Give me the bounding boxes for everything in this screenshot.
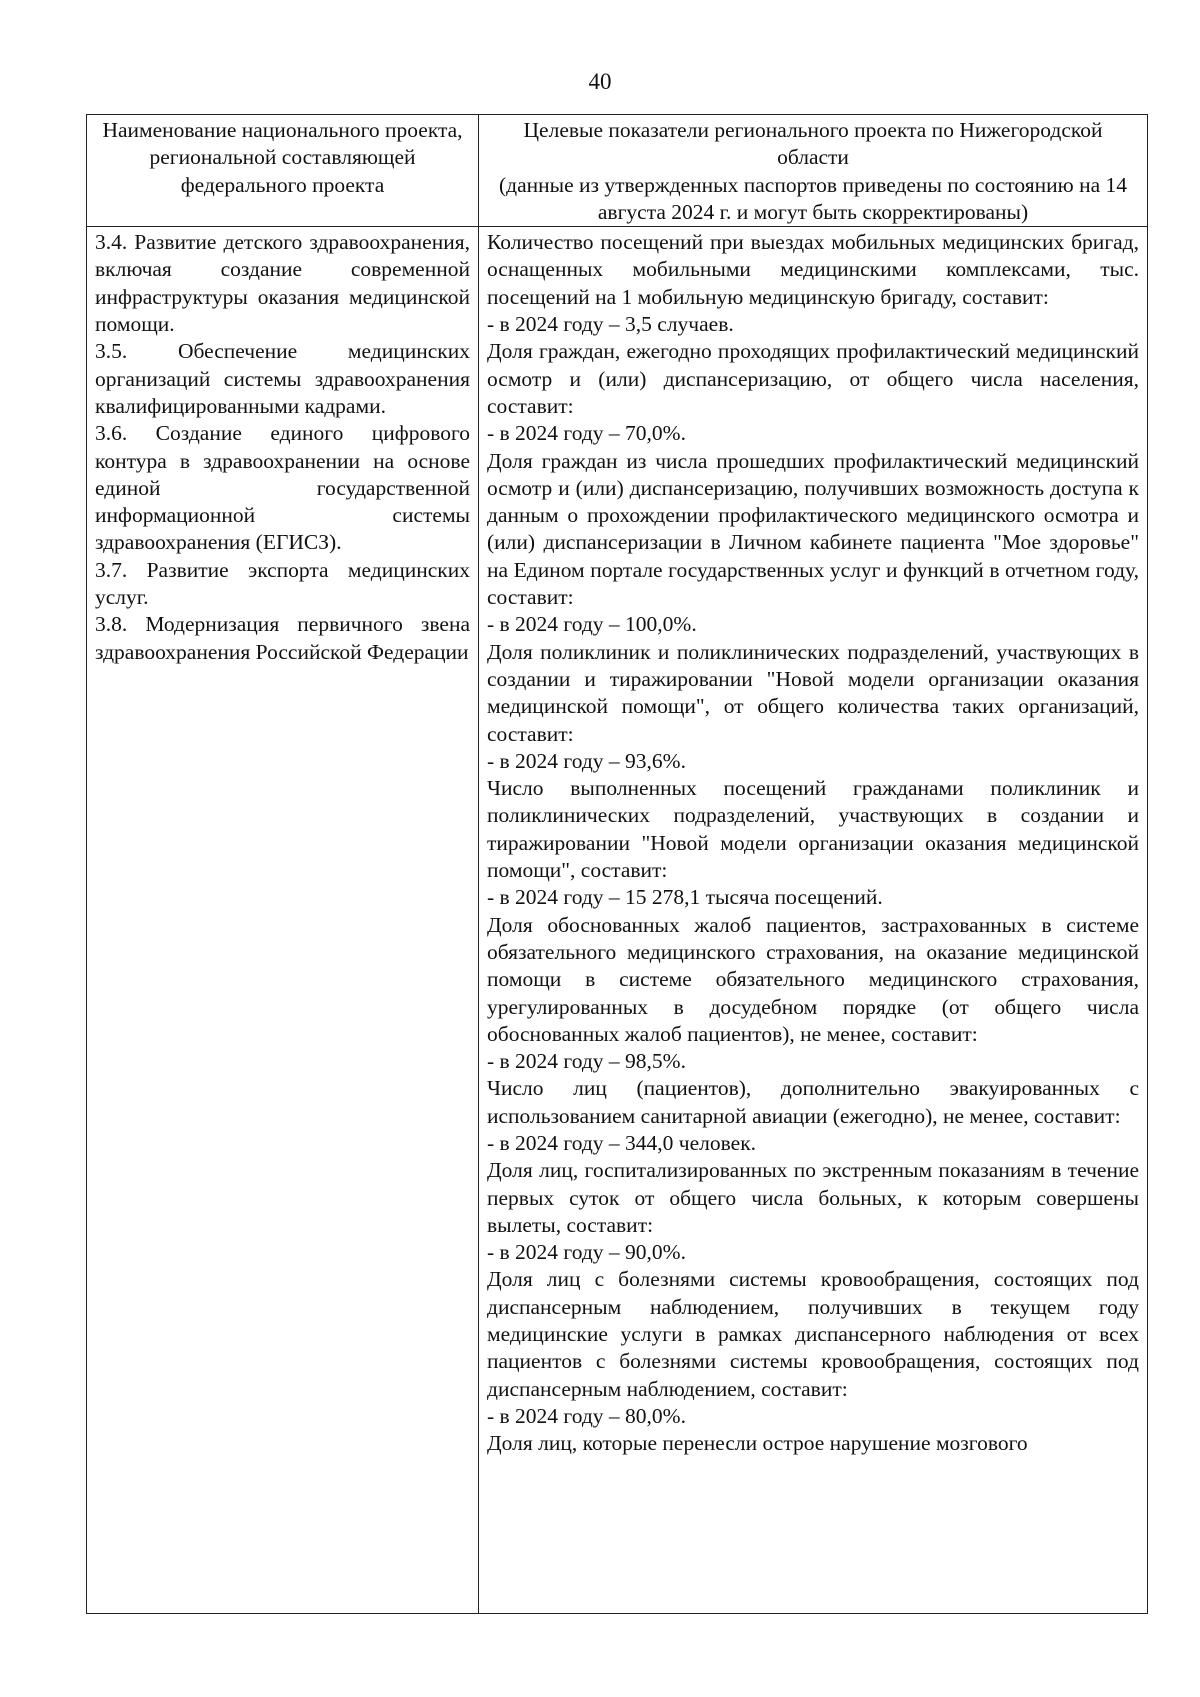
indicator-description: Доля граждан, ежегодно проходящих профилактический медицинский осмотр и (или) диспансеризацию, от общего числа населения, составит:: [487, 339, 1139, 418]
indicator-value: - в 2024 году – 70,0%.: [487, 421, 686, 446]
indicator-value: - в 2024 году – 80,0%.: [487, 1403, 686, 1428]
header-target-indicators-title: Целевые показатели регионального проекта по Нижегородской области: [523, 118, 1103, 170]
indicator-description: Доля граждан из числа прошедших профилактический медицинский осмотр и (или) диспансеризацию, получивших возможность доступа к данным о прохождении профилактического медицинского осмотра и (или) диспансеризации в Личном кабинете пациента "Мое здоровье" на Едином портале государственных услуг и функций в отчетном году, составит:: [487, 448, 1139, 610]
indicator-description: Доля лиц, госпитализированных по экстренным показаниям в течение первых суток от общего числа больных, к которым совершены вылеты, составит:: [487, 1158, 1139, 1237]
indicators-cell: [479, 227, 1148, 1614]
table-header-row: [87, 115, 1148, 227]
indicator-value: - в 2024 году – 15 278,1 тысяча посещений.: [487, 885, 883, 910]
indicator-description: Количество посещений при выездах мобильных медицинских бригад, оснащенных мобильными медицинскими комплексами, тыс. посещений на 1 мобильную медицинскую бригаду, составит:: [487, 230, 1139, 309]
header-project-name: [87, 115, 479, 227]
indicator-value: - в 2024 году – 344,0 человек.: [487, 1130, 757, 1155]
indicator-description: Число лиц (пациентов), дополнительно эвакуированных с использованием санитарной авиации (ежегодно), не менее, составит:: [487, 1076, 1139, 1128]
indicator-description: Доля обоснованных жалоб пациентов, застрахованных в системе обязательного медицинского страхования, на оказание медицинской помощи в системе обязательного медицинского страхования, урегулированных в досудебном порядке (от общего числа обоснованных жалоб пациентов), не менее, составит:: [487, 912, 1139, 1046]
project-component-item: 3.7. Развитие экспорта медицинских услуг.: [95, 557, 470, 610]
indicators-table: [86, 114, 1148, 1614]
table-row: [87, 227, 1148, 1614]
project-component-item: 3.4. Развитие детского здравоохранения, включая создание современной инфраструктуры оказания медицинской помощи.: [95, 230, 470, 337]
project-component-item: 3.6. Создание единого цифрового контура в здравоохранении на основе единой государственной информационной системы здравоохранения (ЕГИСЗ).: [95, 421, 470, 555]
indicator-description: Число выполненных посещений гражданами поликлиник и поликлинических подразделений, участвующих в создании и тиражировании "Новой модели организации оказания медицинской помощи", составит:: [487, 776, 1139, 883]
header-target-indicators: [479, 115, 1148, 227]
project-component-item: 3.5. Обеспечение медицинских организаций системы здравоохранения квалифицированными кадрами.: [95, 339, 470, 418]
indicator-value: - в 2024 году – 3,5 случаев.: [487, 312, 734, 337]
header-project-name-text: Наименование национального проекта, региональной составляющей федерального проекта: [102, 118, 463, 197]
indicator-value: - в 2024 году – 90,0%.: [487, 1240, 686, 1265]
indicator-description: Доля поликлиник и поликлинических подразделений, участвующих в создании и тиражировании "Новой модели организации оказания медицинской помощи", от общего количества таких организаций, составит:: [487, 639, 1139, 746]
indicator-value: - в 2024 году – 98,5%.: [487, 1049, 686, 1074]
indicator-description: Доля лиц с болезнями системы кровообращения, состоящих под диспансерным наблюдением, получивших в текущем году медицинские услуги в рамках диспансерного наблюдения от всех пациентов с болезнями системы кровообращения, состоящих под диспансерным наблюдением, составит:: [487, 1267, 1139, 1401]
project-components-cell: [87, 227, 479, 1614]
header-target-indicators-note: (данные из утвержденных паспортов приведены по состоянию на 14 августа 2024 г. и могут быть скорректированы): [498, 172, 1128, 224]
indicator-value: - в 2024 году – 100,0%.: [487, 612, 697, 637]
indicator-value: - в 2024 году – 93,6%.: [487, 748, 686, 773]
project-component-item: 3.8. Модернизация первичного звена здравоохранения Российской Федерации: [95, 612, 470, 664]
indicator-description: Доля лиц, которые перенесли острое нарушение мозгового: [487, 1431, 1028, 1456]
page-number: 40: [588, 69, 612, 94]
